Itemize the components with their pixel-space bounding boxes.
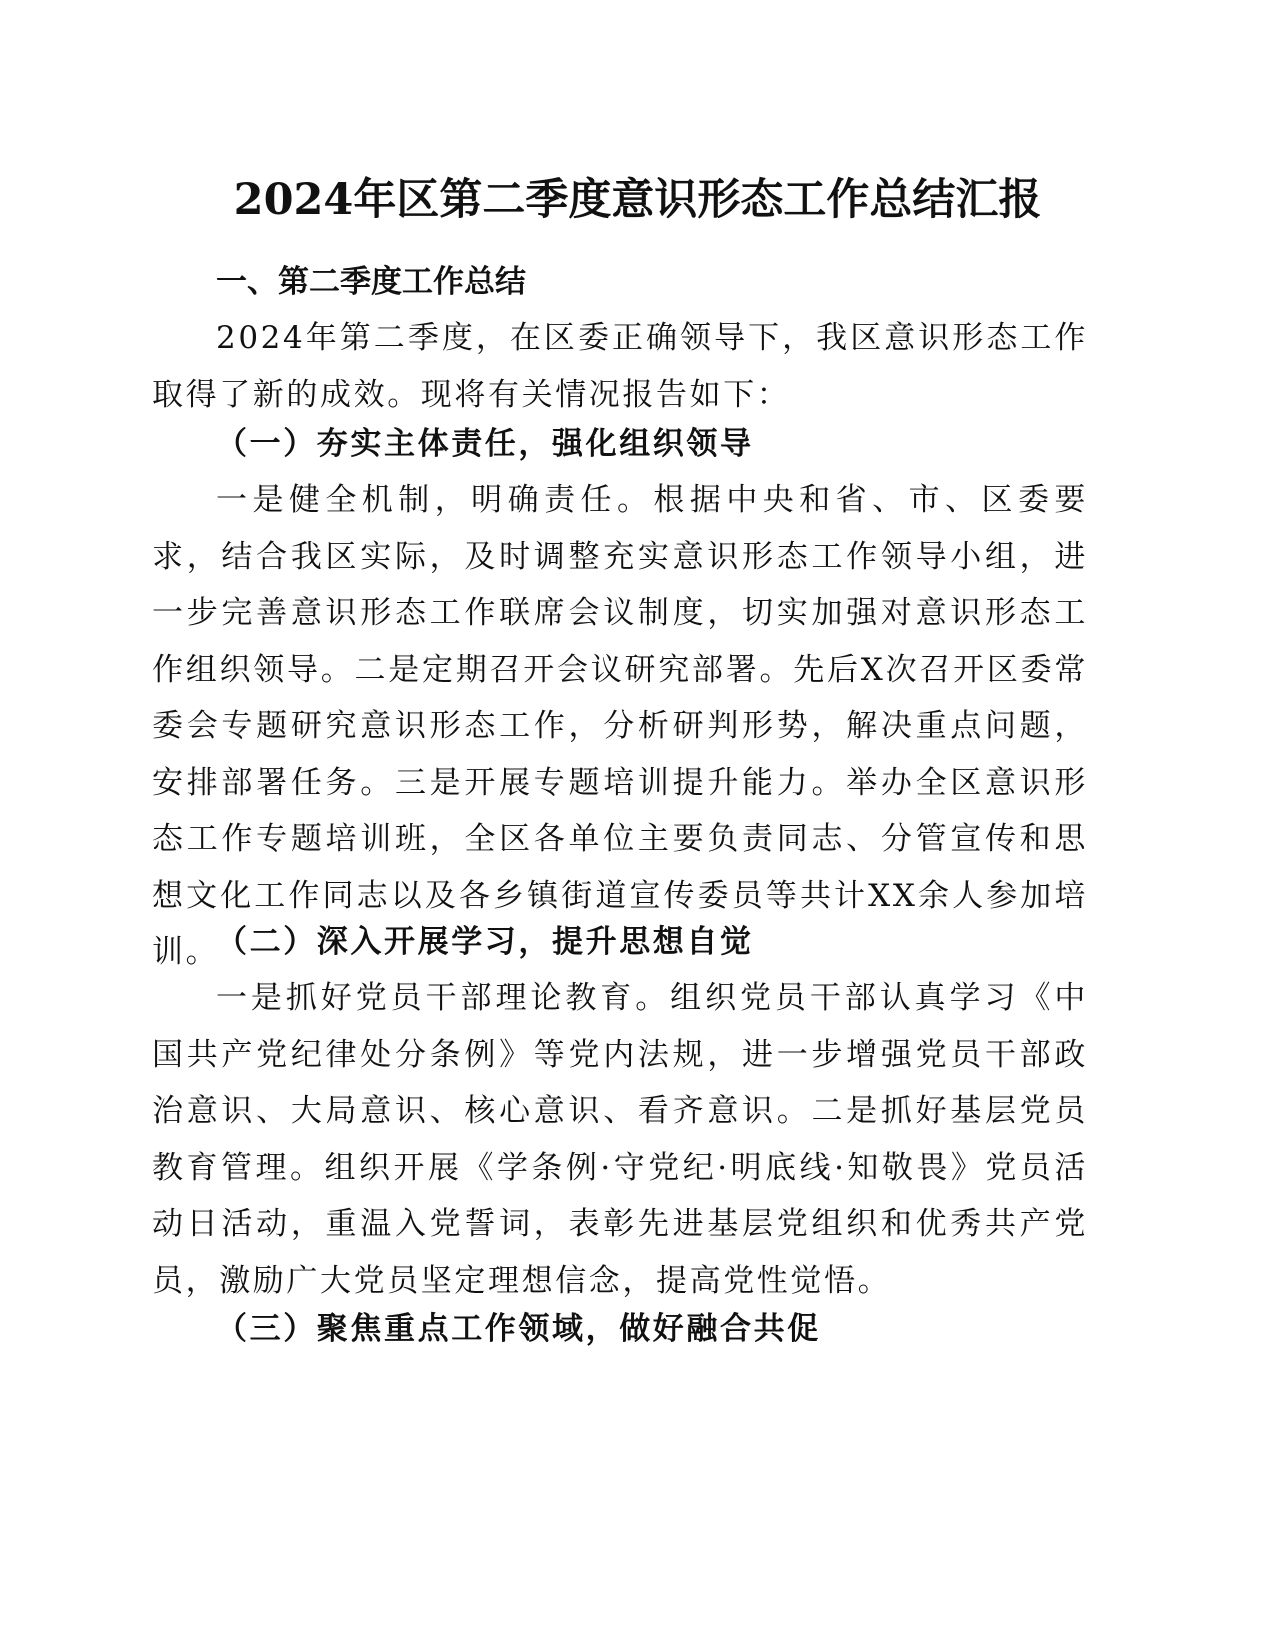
subsection-paragraph-2: 一是抓好党员干部理论教育。组织党员干部认真学习《中国共产党纪律处分条例》等党内法规，进一步增强党员干部政治意识、大局意识、核心意识、看齐意识。二是抓好基层党员教育管理。组织开展《学条例·守党纪·明底线·知敬畏》党员活动日活动，重温入党誓词，表彰先进基层党组织和优秀共产党员，激励广大党员坚定理想信念，提高党性觉悟。 [152, 980, 1088, 1299]
document-title: 2024年区第二季度意识形态工作总结汇报 [233, 175, 1042, 225]
section-heading-1: 一、第二季度工作总结 [216, 264, 526, 300]
subsection-heading-3: （三）聚焦重点工作领域，做好融合共促 [216, 1311, 821, 1347]
subsection-heading-2: （二）深入开展学习，提升思想自觉 [216, 924, 754, 960]
subsection-paragraph-1: 一是健全机制，明确责任。根据中央和省、市、区委要求，结合我区实际，及时调整充实意识形态工作领导小组，进一步完善意识形态工作联席会议制度，切实加强对意识形态工作组织领导。二是定期召开会议研究部署。先后X次召开区委常委会专题研究意识形态工作，分析研判形势，解决重点问题，安排部署任务。三是开展专题培训提升能力。举办全区意识形态工作专题培训班，全区各单位主要负责同志、分管宣传和思想文化工作同志以及各乡镇街道宣传委员等共计XX余人参加培训。 [152, 482, 1088, 970]
subsection-heading-1: （一）夯实主体责任，强化组织领导 [216, 426, 754, 462]
intro-paragraph: 2024年第二季度，在区委正确领导下，我区意识形态工作取得了新的成效。现将有关情况报告如下： [152, 320, 1088, 413]
